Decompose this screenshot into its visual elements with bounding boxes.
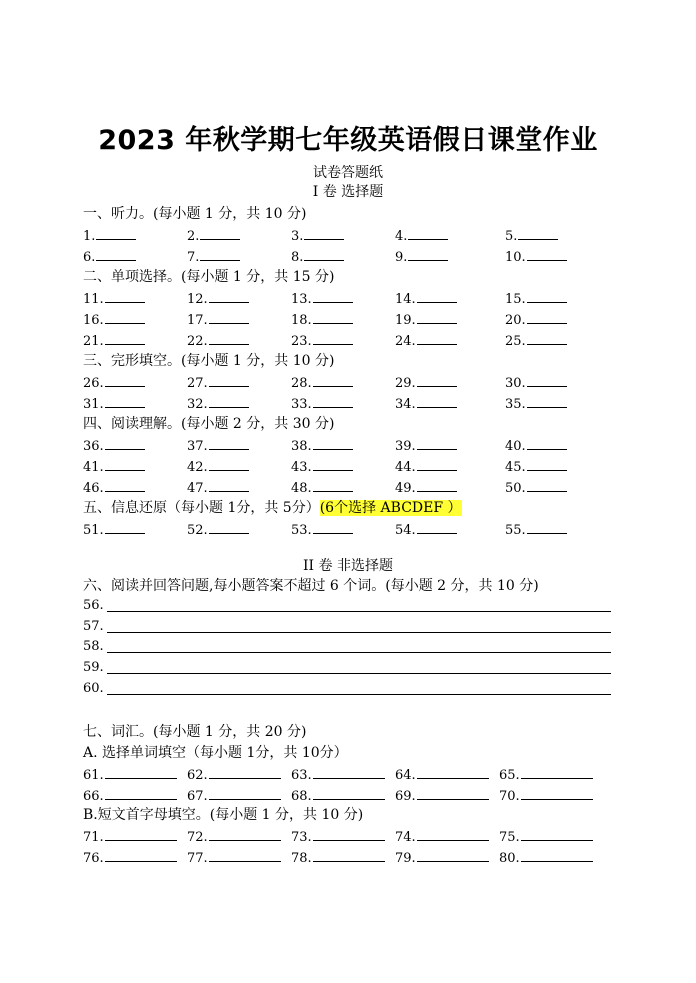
question-number: 63. (291, 768, 312, 783)
question-number: 64. (395, 768, 416, 783)
question-number: 72. (187, 830, 208, 845)
vocab-answer-item[interactable] (395, 786, 489, 805)
question-number: 5. (505, 229, 518, 244)
vocab-answer-item[interactable] (291, 765, 385, 784)
answer-item[interactable] (187, 436, 249, 455)
question-number: 38. (291, 439, 312, 454)
answer-item[interactable] (395, 394, 457, 413)
answer-item[interactable] (291, 394, 353, 413)
question-number: 47. (187, 481, 208, 496)
answer-blank[interactable] (209, 310, 249, 324)
answer-blank[interactable] (527, 331, 567, 345)
part2-heading: II 卷 非选择题 (303, 558, 393, 574)
answer-line-label: 59. (83, 660, 104, 676)
question-number: 8. (291, 250, 304, 265)
answer-blank[interactable] (527, 373, 567, 387)
answer-blank[interactable] (209, 478, 249, 492)
question-number: 66. (83, 789, 104, 804)
answer-item[interactable] (505, 289, 567, 308)
answer-blank[interactable] (105, 457, 145, 471)
answer-blank[interactable] (209, 827, 281, 841)
answer-blank[interactable] (527, 436, 567, 450)
answer-blank[interactable] (209, 373, 249, 387)
answer-item[interactable] (187, 331, 249, 350)
answer-blank[interactable] (313, 436, 353, 450)
answer-blank[interactable] (304, 226, 344, 240)
answer-blank[interactable] (313, 478, 353, 492)
vocab-answer-item[interactable] (499, 765, 593, 784)
question-number: 35. (505, 397, 526, 412)
part1-heading: I 卷 选择题 (312, 184, 384, 200)
answer-sheet-subtitle: 试卷答题纸 (313, 165, 383, 181)
question-number: 23. (291, 334, 312, 349)
answer-item[interactable] (291, 289, 353, 308)
answer-blank[interactable] (417, 520, 457, 534)
question-number: 46. (83, 481, 104, 496)
question-number: 20. (505, 313, 526, 328)
question-number: 55. (505, 523, 526, 538)
vocab-answer-item[interactable] (291, 827, 385, 846)
answer-blank[interactable] (417, 331, 457, 345)
answer-item[interactable] (291, 436, 353, 455)
answer-item[interactable] (291, 457, 353, 476)
answer-line[interactable] (107, 694, 611, 695)
section-2-heading (83, 266, 334, 286)
question-number: 12. (187, 292, 208, 307)
answer-item[interactable] (505, 478, 567, 497)
answer-blank[interactable] (105, 848, 177, 862)
answer-item[interactable] (187, 247, 240, 266)
answer-blank[interactable] (313, 373, 353, 387)
answer-item[interactable] (187, 478, 249, 497)
vocab-answer-item[interactable] (83, 765, 177, 784)
question-number: 16. (83, 313, 104, 328)
answer-item[interactable] (83, 331, 145, 350)
question-number: 28. (291, 376, 312, 391)
answer-item[interactable] (83, 247, 136, 266)
answer-blank[interactable] (417, 394, 457, 408)
answer-blank[interactable] (209, 331, 249, 345)
answer-item[interactable] (505, 226, 558, 245)
answer-blank[interactable] (105, 331, 145, 345)
vocab-answer-item[interactable] (83, 848, 177, 867)
answer-blank[interactable] (408, 226, 448, 240)
section-heading-text: 三、完形填空。(每小题 1 分，共 10 分) (83, 353, 335, 369)
question-number: 2. (187, 229, 200, 244)
question-number: 73. (291, 830, 312, 845)
answer-blank[interactable] (105, 786, 177, 800)
vocab-answer-item[interactable] (187, 848, 281, 867)
vocab-answer-item[interactable] (499, 827, 593, 846)
answer-blank[interactable] (417, 289, 457, 303)
answer-blank[interactable] (521, 827, 593, 841)
question-number: 67. (187, 789, 208, 804)
answer-item[interactable] (395, 478, 457, 497)
question-number: 53. (291, 523, 312, 538)
answer-blank[interactable] (527, 394, 567, 408)
question-number: 24. (395, 334, 416, 349)
answer-item[interactable] (83, 457, 145, 476)
answer-blank[interactable] (313, 520, 353, 534)
section-5-heading (83, 497, 462, 517)
answer-blank[interactable] (417, 848, 489, 862)
answer-blank[interactable] (105, 289, 145, 303)
question-number: 15. (505, 292, 526, 307)
question-number: 77. (187, 851, 208, 866)
page-title: 2023 年秋学期七年级英语假日课堂作业 (98, 125, 598, 156)
answer-blank[interactable] (105, 520, 145, 534)
question-number: 74. (395, 830, 416, 845)
question-number: 76. (83, 851, 104, 866)
question-number: 42. (187, 460, 208, 475)
answer-blank[interactable] (105, 373, 145, 387)
answer-item[interactable] (83, 289, 145, 308)
question-number: 61. (83, 768, 104, 783)
answer-blank[interactable] (96, 247, 136, 261)
vocab-answer-item[interactable] (499, 848, 593, 867)
answer-line-label: 60. (83, 680, 104, 696)
answer-item[interactable] (187, 373, 249, 392)
question-number: 26. (83, 376, 104, 391)
question-number: 32. (187, 397, 208, 412)
question-number: 14. (395, 292, 416, 307)
answer-line[interactable] (107, 632, 611, 633)
answer-item[interactable] (505, 310, 567, 329)
section-7-heading: 七、词汇。(每小题 1 分，共 20 分) (83, 724, 307, 740)
answer-blank[interactable] (518, 226, 558, 240)
question-number: 80. (499, 851, 520, 866)
answer-item[interactable] (187, 394, 249, 413)
answer-item[interactable] (505, 436, 567, 455)
section-heading-text: 五、信息还原（每小题 1分，共 5分） (83, 500, 320, 516)
answer-item[interactable] (395, 373, 457, 392)
answer-item[interactable] (395, 310, 457, 329)
question-number: 71. (83, 830, 104, 845)
answer-blank[interactable] (313, 331, 353, 345)
answer-blank[interactable] (417, 436, 457, 450)
answer-blank[interactable] (209, 848, 281, 862)
section-7a-heading: A. 选择单词填空（每小题 1分，共 10分） (83, 745, 348, 761)
question-number: 22. (187, 334, 208, 349)
answer-line-label: 58. (83, 639, 104, 655)
answer-blank[interactable] (200, 226, 240, 240)
answer-blank[interactable] (527, 247, 567, 261)
answer-blank[interactable] (105, 436, 145, 450)
section-1-heading (83, 203, 306, 223)
answer-item[interactable] (505, 520, 567, 539)
answer-item[interactable] (83, 394, 145, 413)
answer-item[interactable] (505, 373, 567, 392)
vocab-answer-item[interactable] (187, 765, 281, 784)
question-number: 19. (395, 313, 416, 328)
vocab-answer-item[interactable] (83, 786, 177, 805)
question-number: 75. (499, 830, 520, 845)
answer-blank[interactable] (313, 310, 353, 324)
question-number: 69. (395, 789, 416, 804)
answer-item[interactable] (291, 226, 344, 245)
answer-blank[interactable] (527, 478, 567, 492)
question-number: 79. (395, 851, 416, 866)
answer-item[interactable] (395, 247, 448, 266)
answer-blank[interactable] (313, 394, 353, 408)
question-number: 49. (395, 481, 416, 496)
question-number: 1. (83, 229, 96, 244)
answer-blank[interactable] (313, 827, 385, 841)
answer-blank[interactable] (527, 310, 567, 324)
answer-item[interactable] (187, 520, 249, 539)
question-number: 70. (499, 789, 520, 804)
answer-line[interactable] (107, 673, 611, 674)
answer-blank[interactable] (304, 247, 344, 261)
answer-blank[interactable] (417, 765, 489, 779)
answer-item[interactable] (505, 457, 567, 476)
answer-blank[interactable] (313, 289, 353, 303)
answer-item[interactable] (83, 310, 145, 329)
answer-line[interactable] (107, 652, 611, 653)
answer-item[interactable] (83, 226, 136, 245)
answer-blank[interactable] (209, 436, 249, 450)
answer-blank[interactable] (313, 457, 353, 471)
question-number: 36. (83, 439, 104, 454)
section-4-heading (83, 413, 334, 433)
question-number: 65. (499, 768, 520, 783)
question-number: 50. (505, 481, 526, 496)
question-number: 10. (505, 250, 526, 265)
question-number: 34. (395, 397, 416, 412)
vocab-answer-item[interactable] (187, 827, 281, 846)
answer-item[interactable] (83, 373, 145, 392)
answer-blank[interactable] (417, 457, 457, 471)
answer-item[interactable] (395, 436, 457, 455)
question-number: 7. (187, 250, 200, 265)
vocab-answer-item[interactable] (187, 786, 281, 805)
answer-blank[interactable] (105, 310, 145, 324)
question-number: 18. (291, 313, 312, 328)
answer-blank[interactable] (417, 310, 457, 324)
answer-item[interactable] (505, 331, 567, 350)
answer-blank[interactable] (417, 786, 489, 800)
section-3-heading (83, 350, 334, 370)
answer-item[interactable] (291, 520, 353, 539)
question-number: 39. (395, 439, 416, 454)
vocab-answer-item[interactable] (291, 786, 385, 805)
answer-item[interactable] (187, 310, 249, 329)
question-number: 29. (395, 376, 416, 391)
answer-item[interactable] (187, 226, 240, 245)
answer-item[interactable] (291, 310, 353, 329)
vocab-answer-item[interactable] (291, 848, 385, 867)
question-number: 13. (291, 292, 312, 307)
question-number: 6. (83, 250, 96, 265)
answer-line[interactable] (107, 611, 611, 612)
answer-blank[interactable] (200, 247, 240, 261)
question-number: 45. (505, 460, 526, 475)
section-6-heading: 六、阅读并回答问题,每小题答案不超过 6 个词。(每小题 2 分，共 10 分) (83, 578, 539, 594)
answer-item[interactable] (505, 247, 567, 266)
section-7b-heading: B.短文首字母填空。(每小题 1 分，共 10 分) (83, 807, 364, 823)
section-heading-text: 一、听力。(每小题 1 分，共 10 分) (83, 206, 307, 222)
answer-blank[interactable] (527, 457, 567, 471)
answer-item[interactable] (83, 478, 145, 497)
question-number: 27. (187, 376, 208, 391)
question-number: 44. (395, 460, 416, 475)
answer-blank[interactable] (105, 765, 177, 779)
question-number: 52. (187, 523, 208, 538)
answer-item[interactable] (395, 226, 448, 245)
vocab-answer-item[interactable] (395, 848, 489, 867)
answer-blank[interactable] (313, 786, 385, 800)
question-number: 43. (291, 460, 312, 475)
answer-blank[interactable] (209, 394, 249, 408)
vocab-answer-item[interactable] (83, 827, 177, 846)
answer-item[interactable] (187, 457, 249, 476)
answer-blank[interactable] (105, 827, 177, 841)
question-number: 17. (187, 313, 208, 328)
vocab-answer-item[interactable] (395, 827, 489, 846)
question-number: 31. (83, 397, 104, 412)
question-number: 33. (291, 397, 312, 412)
answer-blank[interactable] (521, 848, 593, 862)
answer-blank[interactable] (527, 289, 567, 303)
section-heading-text: 四、阅读理解。(每小题 2 分，共 30 分) (83, 416, 335, 432)
answer-blank[interactable] (209, 786, 281, 800)
answer-item[interactable] (83, 436, 145, 455)
question-number: 78. (291, 851, 312, 866)
question-number: 21. (83, 334, 104, 349)
question-number: 30. (505, 376, 526, 391)
question-number: 37. (187, 439, 208, 454)
answer-blank[interactable] (96, 226, 136, 240)
question-number: 9. (395, 250, 408, 265)
answer-blank[interactable] (417, 827, 489, 841)
answer-blank[interactable] (521, 786, 593, 800)
answer-blank[interactable] (209, 520, 249, 534)
answer-item[interactable] (395, 331, 457, 350)
answer-item[interactable] (395, 520, 457, 539)
answer-blank[interactable] (527, 520, 567, 534)
answer-item[interactable] (395, 457, 457, 476)
answer-item[interactable] (505, 394, 567, 413)
question-number: 4. (395, 229, 408, 244)
question-number: 54. (395, 523, 416, 538)
answer-blank[interactable] (521, 765, 593, 779)
answer-blank[interactable] (313, 848, 385, 862)
question-number: 41. (83, 460, 104, 475)
answer-line-label: 56. (83, 598, 104, 613)
question-number: 25. (505, 334, 526, 349)
answer-blank[interactable] (209, 765, 281, 779)
answer-blank[interactable] (408, 247, 448, 261)
answer-blank[interactable] (105, 478, 145, 492)
answer-blank[interactable] (417, 373, 457, 387)
answer-blank[interactable] (313, 765, 385, 779)
answer-line-label: 57. (83, 618, 104, 634)
question-number: 62. (187, 768, 208, 783)
answer-item[interactable] (291, 331, 353, 350)
answer-item[interactable] (291, 478, 353, 497)
answer-item[interactable] (83, 520, 145, 539)
section-heading-text: 二、单项选择。(每小题 1 分，共 15 分) (83, 269, 335, 285)
answer-blank[interactable] (209, 289, 249, 303)
question-number: 3. (291, 229, 304, 244)
vocab-answer-item[interactable] (395, 765, 489, 784)
answer-blank[interactable] (417, 478, 457, 492)
answer-item[interactable] (291, 247, 344, 266)
question-number: 40. (505, 439, 526, 454)
answer-item[interactable] (395, 289, 457, 308)
options-note-highlight: (6个选择 ABCDEF ） (319, 500, 462, 516)
question-number: 11. (83, 292, 104, 307)
question-number: 68. (291, 789, 312, 804)
answer-item[interactable] (187, 289, 249, 308)
answer-blank[interactable] (209, 457, 249, 471)
question-number: 51. (83, 523, 104, 538)
answer-blank[interactable] (105, 394, 145, 408)
answer-item[interactable] (291, 373, 353, 392)
question-number: 48. (291, 481, 312, 496)
vocab-answer-item[interactable] (499, 786, 593, 805)
